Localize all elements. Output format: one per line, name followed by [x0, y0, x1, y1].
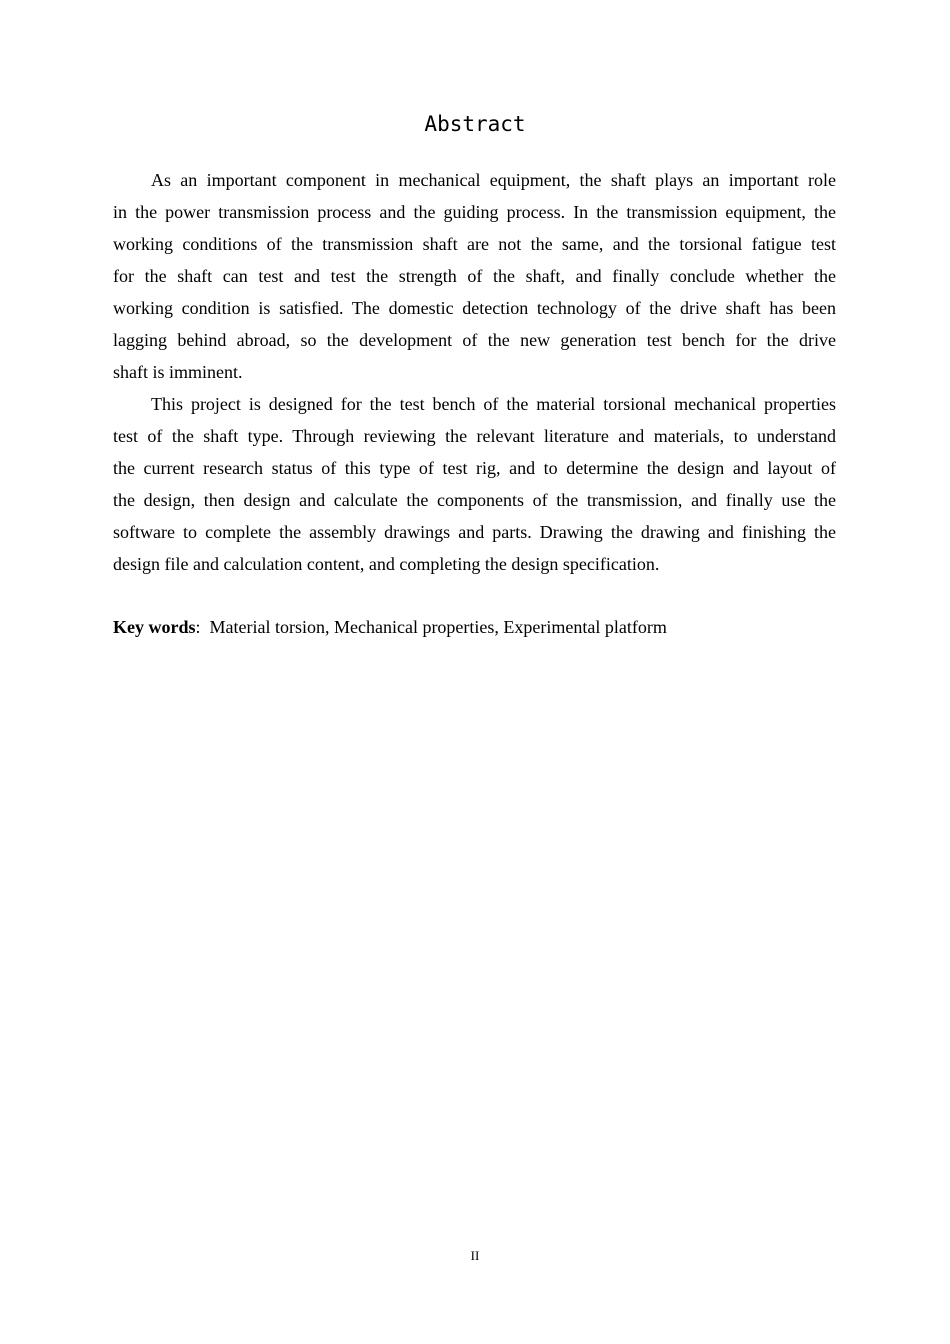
text-line: for the shaft can test and test the strength of the shaft, and finally conclude whether the — [113, 266, 836, 286]
keywords-label: Key words — [113, 617, 196, 637]
keywords — [113, 613, 667, 641]
text-line: test of the shaft type. Through reviewing the relevant literature and materials, to understand — [113, 426, 836, 446]
abstract-title: Abstract — [424, 112, 526, 136]
text-line: shaft is imminent. — [113, 362, 243, 382]
text-line: the current research status of this type of test rig, and to determine the design and layout of — [113, 458, 836, 478]
text-line: lagging behind abroad, so the development of the new generation test bench for the drive — [113, 330, 836, 350]
text-line: software to complete the assembly drawings and parts. Drawing the drawing and finishing the — [113, 522, 836, 542]
text-line: This project is designed for the test bench of the material torsional mechanical properties — [151, 394, 836, 414]
abstract-body — [113, 166, 836, 582]
keywords-separator: : — [195, 617, 201, 637]
page-number: II — [470, 1248, 480, 1263]
paragraph-2 — [113, 390, 836, 582]
keywords-value: Material torsion, Mechanical properties, Experimental platform — [209, 617, 667, 637]
text-line: As an important component in mechanical equipment, the shaft plays an important role — [151, 170, 836, 190]
text-line: the design, then design and calculate the components of the transmission, and finally use the — [113, 490, 836, 510]
text-line: design file and calculation content, and completing the design specification. — [113, 554, 660, 574]
text-line: working conditions of the transmission shaft are not the same, and the torsional fatigue test — [113, 234, 836, 254]
paragraph-1 — [113, 166, 836, 390]
text-line: in the power transmission process and the guiding process. In the transmission equipment, the — [113, 202, 836, 222]
text-line: working condition is satisfied. The domestic detection technology of the drive shaft has been — [113, 298, 836, 318]
